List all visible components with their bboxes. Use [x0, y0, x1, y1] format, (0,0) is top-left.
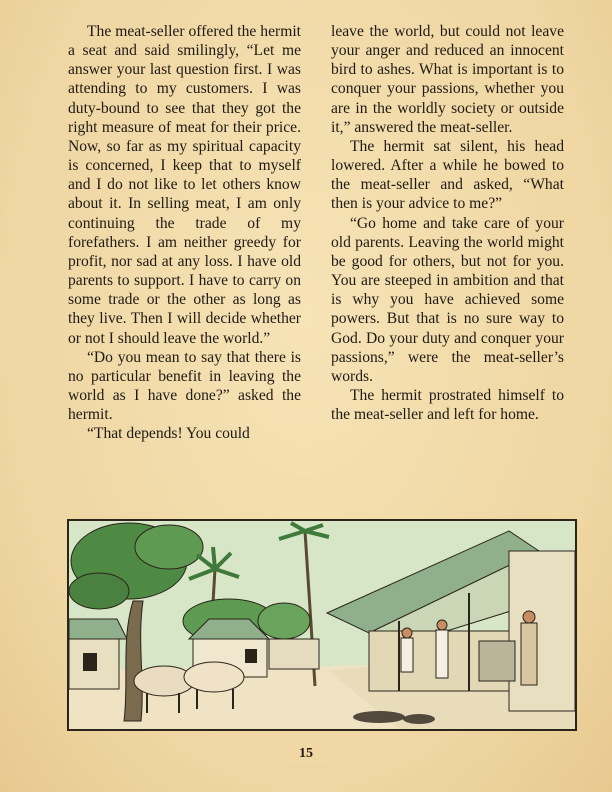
left-hut: [69, 619, 127, 689]
paragraph: “Do you mean to say that there is no particular benefit in leaving the world as I have done?” asked the hermit.: [68, 348, 301, 424]
text-column-right: [331, 22, 564, 424]
paragraph: The meat-seller offered the hermit a seat and said smilingly, “Let me answer your last question first. I was attending to my customers. I was duty-bound to see that they got the right measure of meat for their price. Now, so far as my spiritual capacity is concerned, I keep that to myself and I do not like to let others know about it. In selling meat, I am only continuing the trade of my forefathers. I am neither greedy for profit, nor sad at any loss. I have old parents to support. I have to carry on some trade or the other as long as they live. Then I will decide whether or not I should leave the world.”: [68, 23, 301, 347]
paragraph: leave the world, but could not leave your anger and reduced an innocent bird to ashes. What is important is to conquer your passions, whether you are in the worldly society or outside it,” answered the meat-seller.: [331, 23, 564, 136]
page-number: 15: [299, 746, 313, 761]
paragraph: The hermit prostrated himself to the meat-seller and left for home.: [331, 386, 564, 424]
village-street-illustration: [67, 519, 577, 731]
illustration-drawing: [69, 521, 575, 729]
text-column-left: [68, 22, 301, 443]
paragraph: The hermit sat silent, his head lowered. After a while he bowed to the meat-seller and asked, “What then is your advice to me?”: [331, 137, 564, 213]
paragraph: “That depends! You could: [87, 425, 250, 443]
paragraph: “Go home and take care of your old parents. Leaving the world might be good for others, but not for you. You are steeped in ambition and that is why you have achieved some powers. But that is no sure way to God. Do your duty and conquer your passions,” were the meat-seller’s words.: [331, 214, 564, 385]
